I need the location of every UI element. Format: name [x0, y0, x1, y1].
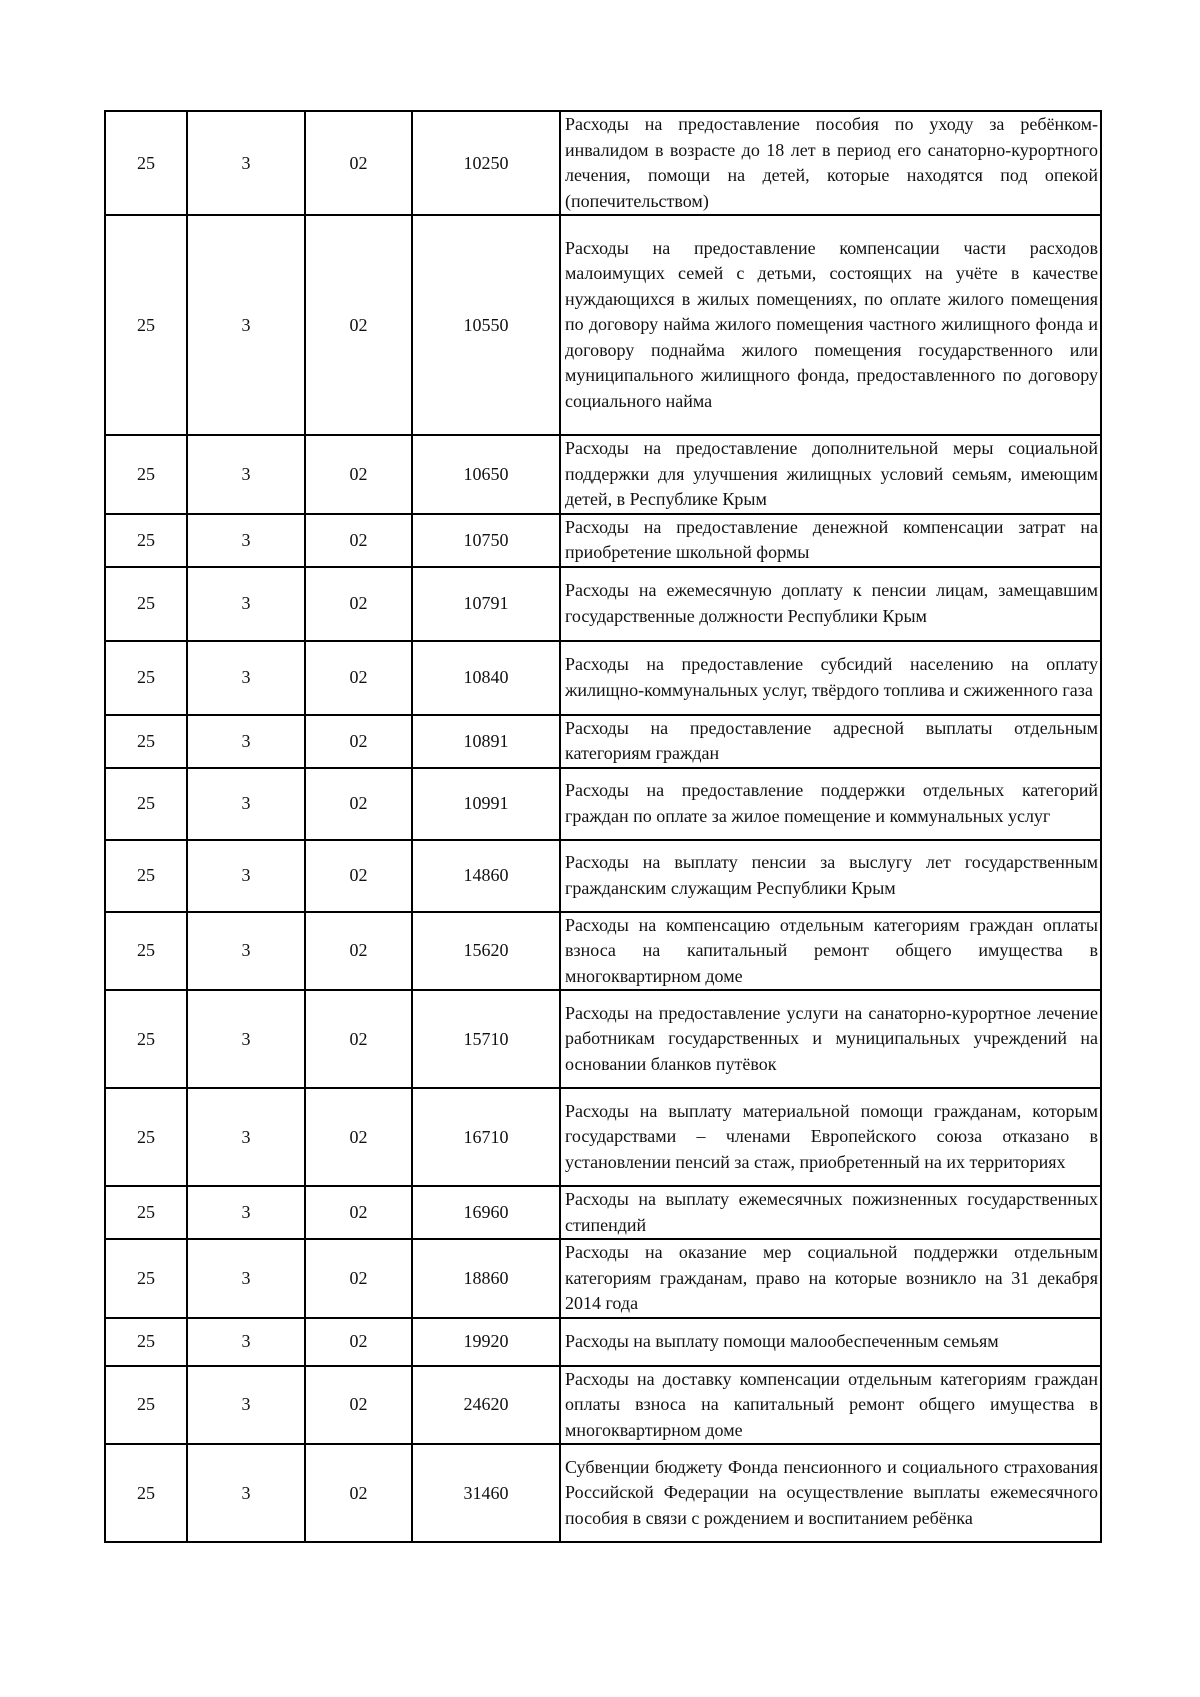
- cell-code: 16960: [412, 1186, 560, 1239]
- table-row: [105, 840, 1101, 912]
- table-row: [105, 912, 1101, 991]
- cell-section: 25: [105, 715, 187, 768]
- cell-subgroup: 02: [305, 435, 412, 514]
- cell-description: Расходы на выплату помощи малообеспеченным семьям: [560, 1318, 1101, 1366]
- cell-description: Расходы на ежемесячную доплату к пенсии лицам, замещавшим государственные должности Республики Крым: [560, 567, 1101, 641]
- cell-description: Расходы на предоставление субсидий населению на оплату жилищно-коммунальных услуг, твёрдого топлива и сжиженного газа: [560, 641, 1101, 715]
- cell-group: 3: [187, 912, 305, 991]
- cell-group: 3: [187, 1088, 305, 1186]
- table-row: [105, 111, 1101, 215]
- cell-subgroup: 02: [305, 641, 412, 715]
- cell-subgroup: 02: [305, 912, 412, 991]
- cell-description: Расходы на выплату пенсии за выслугу лет государственным гражданским служащим Республики Крым: [560, 840, 1101, 912]
- cell-section: 25: [105, 1318, 187, 1366]
- cell-code: 15620: [412, 912, 560, 991]
- cell-section: 25: [105, 641, 187, 715]
- cell-code: 10791: [412, 567, 560, 641]
- cell-subgroup: 02: [305, 1366, 412, 1445]
- cell-code: 10750: [412, 514, 560, 567]
- cell-description: Расходы на компенсацию отдельным категориям граждан оплаты взноса на капитальный ремонт общего имущества в многоквартирном доме: [560, 912, 1101, 991]
- cell-description: Расходы на предоставление пособия по уходу за ребёнком-инвалидом в возрасте до 18 лет в период его санаторно-курортного лечения, помощи на детей, которые находятся под опекой (попечительством): [560, 111, 1101, 215]
- cell-group: 3: [187, 567, 305, 641]
- table-row: [105, 1318, 1101, 1366]
- cell-group: 3: [187, 768, 305, 840]
- cell-section: 25: [105, 990, 187, 1088]
- cell-section: 25: [105, 1239, 187, 1318]
- cell-group: 3: [187, 514, 305, 567]
- cell-code: 24620: [412, 1366, 560, 1445]
- cell-group: 3: [187, 990, 305, 1088]
- cell-code: 19920: [412, 1318, 560, 1366]
- table-row: [105, 1088, 1101, 1186]
- table-row: [105, 1366, 1101, 1445]
- table-row: [105, 1186, 1101, 1239]
- cell-code: 18860: [412, 1239, 560, 1318]
- cell-code: 10840: [412, 641, 560, 715]
- cell-section: 25: [105, 1444, 187, 1542]
- table-row: [105, 435, 1101, 514]
- cell-code: 10991: [412, 768, 560, 840]
- cell-subgroup: 02: [305, 111, 412, 215]
- cell-group: 3: [187, 1186, 305, 1239]
- cell-subgroup: 02: [305, 1444, 412, 1542]
- cell-section: 25: [105, 1186, 187, 1239]
- cell-group: 3: [187, 215, 305, 435]
- table-row: [105, 215, 1101, 435]
- cell-section: 25: [105, 514, 187, 567]
- cell-section: 25: [105, 840, 187, 912]
- cell-subgroup: 02: [305, 1318, 412, 1366]
- cell-description: Расходы на оказание мер социальной поддержки отдельным категориям гражданам, право на которые возникло на 31 декабря 2014 года: [560, 1239, 1101, 1318]
- table-row: [105, 990, 1101, 1088]
- cell-group: 3: [187, 435, 305, 514]
- cell-subgroup: 02: [305, 840, 412, 912]
- cell-description: Расходы на доставку компенсации отдельным категориям граждан оплаты взноса на капитальный ремонт общего имущества в многоквартирном доме: [560, 1366, 1101, 1445]
- cell-subgroup: 02: [305, 1239, 412, 1318]
- cell-subgroup: 02: [305, 1088, 412, 1186]
- cell-description: Расходы на предоставление услуги на санаторно-курортное лечение работникам государственных и муниципальных учреждений на основании бланков путёвок: [560, 990, 1101, 1088]
- cell-subgroup: 02: [305, 768, 412, 840]
- cell-section: 25: [105, 215, 187, 435]
- cell-code: 14860: [412, 840, 560, 912]
- cell-description: Расходы на предоставление поддержки отдельных категорий граждан по оплате за жилое помещение и коммунальных услуг: [560, 768, 1101, 840]
- cell-description: Расходы на предоставление денежной компенсации затрат на приобретение школьной формы: [560, 514, 1101, 567]
- table-row: [105, 514, 1101, 567]
- cell-subgroup: 02: [305, 1186, 412, 1239]
- table-row: [105, 567, 1101, 641]
- cell-section: 25: [105, 567, 187, 641]
- cell-subgroup: 02: [305, 567, 412, 641]
- cell-description: Расходы на выплату материальной помощи гражданам, которым государствами – членами Европейского союза отказано в установлении пенсий за стаж, приобретенный на их территориях: [560, 1088, 1101, 1186]
- cell-group: 3: [187, 1318, 305, 1366]
- cell-section: 25: [105, 768, 187, 840]
- cell-code: 15710: [412, 990, 560, 1088]
- cell-section: 25: [105, 435, 187, 514]
- cell-code: 10550: [412, 215, 560, 435]
- cell-group: 3: [187, 840, 305, 912]
- table-row: [105, 1239, 1101, 1318]
- cell-subgroup: 02: [305, 715, 412, 768]
- cell-description: Расходы на выплату ежемесячных пожизненных государственных стипендий: [560, 1186, 1101, 1239]
- cell-code: 10891: [412, 715, 560, 768]
- table-row: [105, 1444, 1101, 1542]
- cell-group: 3: [187, 715, 305, 768]
- cell-section: 25: [105, 912, 187, 991]
- cell-description: Расходы на предоставление дополнительной меры социальной поддержки для улучшения жилищных условий семьям, имеющим детей, в Республике Крым: [560, 435, 1101, 514]
- cell-code: 10650: [412, 435, 560, 514]
- cell-subgroup: 02: [305, 990, 412, 1088]
- cell-group: 3: [187, 1239, 305, 1318]
- cell-code: 16710: [412, 1088, 560, 1186]
- cell-description: Расходы на предоставление компенсации части расходов малоимущих семей с детьми, состоящих на учёте в качестве нуждающихся в жилых помещениях, по оплате жилого помещения по договору найма жилого помещения частного жилищного фонда и договору поднайма жилого помещения государственного или муниципального жилищного фонда, предоставленного по договору социального найма: [560, 215, 1101, 435]
- cell-description: Расходы на предоставление адресной выплаты отдельным категориям граждан: [560, 715, 1101, 768]
- cell-group: 3: [187, 111, 305, 215]
- cell-subgroup: 02: [305, 514, 412, 567]
- cell-section: 25: [105, 111, 187, 215]
- cell-code: 31460: [412, 1444, 560, 1542]
- table-body: [105, 111, 1101, 1542]
- table-row: [105, 715, 1101, 768]
- cell-subgroup: 02: [305, 215, 412, 435]
- table-row: [105, 768, 1101, 840]
- cell-group: 3: [187, 641, 305, 715]
- budget-codes-table: [104, 110, 1102, 1543]
- table-row: [105, 641, 1101, 715]
- cell-section: 25: [105, 1088, 187, 1186]
- cell-group: 3: [187, 1366, 305, 1445]
- cell-group: 3: [187, 1444, 305, 1542]
- cell-code: 10250: [412, 111, 560, 215]
- cell-description: Субвенции бюджету Фонда пенсионного и социального страхования Российской Федерации на осуществление выплаты ежемесячного пособия в связи с рождением и воспитанием ребёнка: [560, 1444, 1101, 1542]
- cell-section: 25: [105, 1366, 187, 1445]
